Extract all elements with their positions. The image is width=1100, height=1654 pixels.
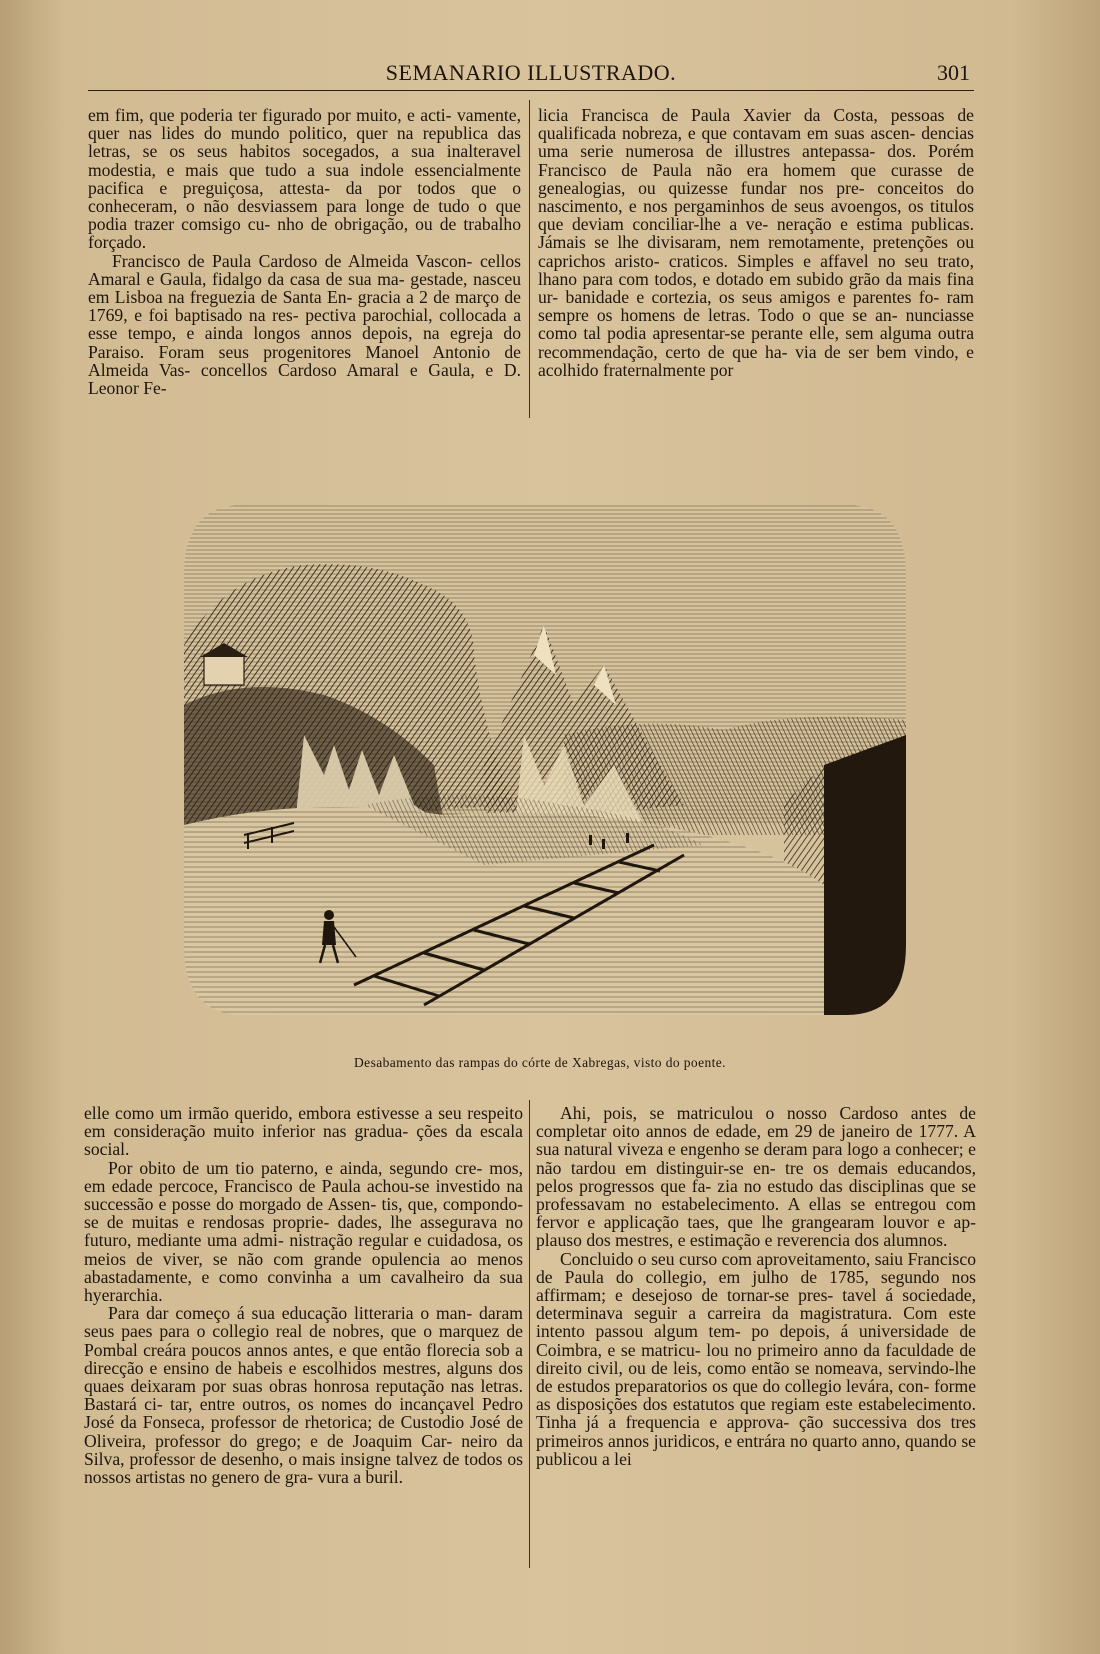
landslide-engraving xyxy=(184,505,906,1015)
text-line: Francisco de Paula do collegio, em julho de 1785, xyxy=(536,1248,976,1287)
text-line: estabelecimento. Tinha já a frequencia e approva- xyxy=(536,1394,976,1433)
text-line: da Fonseca, professor de rhetorica; de Custodio José xyxy=(120,1412,507,1433)
text-line: tre os demais educandos, pelos progressos que fa- xyxy=(536,1157,976,1196)
text-line: vamente, quer nas lides do mundo politico, quer na xyxy=(88,105,521,144)
text-line: com todos, e dotado em subido grão da mais fina ur- xyxy=(538,268,974,308)
text-line: Para dar começo á sua educação litteraria o man- xyxy=(108,1303,473,1324)
paragraph-matriculation xyxy=(536,1104,976,1250)
text-line: tavel á sociedade, determinava seguir a carreira da xyxy=(536,1285,976,1324)
text-line: licia Francisca de Paula Xavier da Costa, pessoas de xyxy=(538,105,974,125)
text-line: conceitos do nascimento, e nos pergaminhos de seus xyxy=(538,177,974,217)
paragraph-continuation xyxy=(84,1104,523,1159)
text-line: nem remotamente, pretenções ou caprichos aristo- xyxy=(538,232,974,271)
column-top-right xyxy=(538,106,974,379)
running-head xyxy=(88,58,974,91)
text-line: suas obras honrosa reputação nas letras. Bastará ci- xyxy=(84,1376,523,1415)
paragraph-continuation xyxy=(88,106,521,252)
page-number: 301 xyxy=(937,60,970,85)
text-line: dos. Porém Francisco de Paula não era homem que xyxy=(538,141,974,180)
text-line: investido na successão e posse do morgado de Assen- xyxy=(84,1175,523,1215)
text-line: dades, lhe assegurava no futuro, mediante uma admi- xyxy=(84,1212,524,1251)
text-line: ou de leis, como então se nomeava, servindo-lhe de xyxy=(536,1357,976,1397)
text-line: gracia a 2 de março de 1769, e foi baptisado na res- xyxy=(88,287,521,326)
text-line: curasse de genealogias, ou quizesse fundar nos pre- xyxy=(538,159,975,198)
text-line: gestade, nasceu em Lisboa na freguezia de Santa En- xyxy=(88,268,521,308)
text-line: po depois, á universidade de Coimbra, e se matricu- xyxy=(536,1321,976,1360)
column-divider-top xyxy=(529,100,530,418)
text-line: o marquez de Pombal creára poucos annos antes, e xyxy=(84,1321,523,1360)
text-line: a sua inalteravel modestia, e mais que tudo a sua xyxy=(88,141,521,180)
text-line: banidade e cortezia, os seus amigos e parentes fo- xyxy=(565,287,940,308)
column-bottom-right xyxy=(536,1104,976,1468)
text-line: alumnos. xyxy=(883,1230,948,1251)
text-line: republica das letras, se os seus habitos socegados, xyxy=(88,123,521,162)
text-line: mos, em edade percoce, Francisco de Paula achou-se xyxy=(84,1157,524,1196)
text-line: pectiva parochial, collocada a esse tempo, e ainda xyxy=(88,305,522,344)
text-line: e como convinha a um cavalheiro da sua hyerarchia. xyxy=(84,1266,523,1306)
text-line: segundo nos affirmam; e desejoso de tornar-se pres- xyxy=(536,1266,977,1306)
running-title: SEMANARIO ILLUSTRADO. xyxy=(385,60,677,85)
text-line: estudos preparatorios os que do collegio levára, con- xyxy=(557,1376,930,1397)
text-line: em fim, que poderia ter figurado por muito, e acti- xyxy=(88,105,452,125)
text-line: Francisco de Paula Cardoso de Almeida Vascon- xyxy=(112,250,473,271)
engraving-illustration xyxy=(184,505,906,1015)
text-line: craticos. Simples e affavel no seu trato, lhano para xyxy=(538,250,974,289)
text-line: ção successiva dos tres primeiros annos juridicos, xyxy=(536,1412,977,1451)
text-line: ram sempre os homens de letras. Todo o que se an- xyxy=(538,287,974,326)
column-top-left xyxy=(88,106,521,397)
paragraph-birth xyxy=(88,252,521,398)
text-line: Por obito de um tio paterno, e ainda, segundo cre- xyxy=(108,1157,483,1178)
text-line: da por todos que o conheceram, o não desviassem xyxy=(88,177,521,217)
text-line: lou no primeiro anno da faculdade de direito civil, xyxy=(536,1339,976,1378)
text-line: que então florecia sob a direcção e ensino de habeis xyxy=(84,1339,523,1378)
text-line: via de ser bem vindo, e acolhido fraternalmente por xyxy=(538,341,974,380)
column-bottom-left xyxy=(84,1104,523,1486)
text-line: neração e estima publicas. Jámais se lhe divisaram, xyxy=(538,214,974,253)
text-line: dencias uma serie numerosa de illustres antepassa- xyxy=(538,123,974,162)
text-line: daram seus paes para o collegio real de nobres, que xyxy=(84,1303,523,1342)
text-line: não com grande opulencia ao menos abastadamente, xyxy=(84,1248,524,1287)
text-line: e escolhidos mestres, alguns dos quaes deixaram por xyxy=(84,1357,523,1397)
text-line: seus progenitores Manoel Antonio de Almeida Vas- xyxy=(88,341,521,380)
text-line: zia no estudo das disciplinas que se professavam no xyxy=(536,1175,976,1215)
text-line: nunciasse como tal podia apresentar-se perante elle, xyxy=(538,305,974,344)
text-line: qualificada nobreza, e que contavam em suas ascen- xyxy=(538,123,916,144)
text-line: de Oliveira, professor do grego; e de Joaquim Car- xyxy=(84,1412,523,1451)
text-line: nistração regular e cuidadosa, os meios de viver, se xyxy=(84,1230,523,1269)
column-divider-bottom xyxy=(529,1100,530,1568)
paragraph-continuation xyxy=(538,106,974,379)
text-line: talvez de todos os nossos artistas no genero de gra- xyxy=(84,1448,523,1488)
text-line: logo a conhecer; e não tardou em distinguir-se en- xyxy=(536,1139,976,1178)
text-line: para longe de tudo o que podia trazer comsigo cu- xyxy=(88,196,521,235)
text-line: vura a buril. xyxy=(317,1467,404,1488)
text-line: avoengos, os titulos que deviam conciliar-lhe a ve- xyxy=(538,196,975,235)
text-line: respeito em consideração muito inferior nas gradua- xyxy=(84,1103,523,1142)
text-line: applicação taes, que lhe grangearam louvor e ap- xyxy=(603,1212,976,1233)
text-line: elle como um irmão querido, embora estivesse a seu xyxy=(84,1103,468,1123)
paragraph-inheritance xyxy=(84,1159,523,1305)
text-line: cellos Amaral e Gaula, fidalgo da casa de sua ma- xyxy=(88,250,521,289)
text-line: Ahi, pois, se matriculou o nosso Cardoso antes de xyxy=(560,1103,976,1123)
text-line: completar oito annos de edade, em 29 de janeiro de xyxy=(536,1121,919,1142)
paragraph-education xyxy=(84,1304,523,1486)
text-line: longos annos depois, na egreja do Paraiso. Foram xyxy=(88,323,521,362)
text-line: estabelecimento. A ellas se entregou com fervor e xyxy=(536,1194,976,1233)
text-line: sem alguma outra recommendação, certo de que ha- xyxy=(538,323,974,362)
text-line: magistratura. Com este intento passou algum tem- xyxy=(536,1303,976,1342)
text-line: e entrára no quarto anno, quando se publicou a lei xyxy=(536,1430,976,1469)
text-line: 1777. A sua natural viveza e engenho se deram para xyxy=(536,1121,976,1160)
text-line: forme as disposições dos estatutos que regiam este xyxy=(536,1376,977,1415)
text-line: tis, que, compondo-se de muitas e rendosas proprie- xyxy=(84,1194,523,1233)
text-line: ções da escala social. xyxy=(84,1121,523,1160)
figure-caption: Desabamento das rampas do córte de Xabregas, visto do poente. xyxy=(354,1055,726,1070)
text-line: plauso dos mestres, e estimação e reverencia dos xyxy=(536,1230,884,1251)
text-line: neiro da Silva, professor de desenho, o mais insigne xyxy=(84,1430,523,1469)
text-line: nho de obrigação, ou de trabalho forçado. xyxy=(88,214,521,253)
text-line: Concluido o seu curso com aproveitamento, saiu xyxy=(560,1248,908,1269)
paragraph-university xyxy=(536,1250,976,1468)
text-line: indole essencialmente pacifica e preguiçosa, attesta- xyxy=(88,159,521,198)
text-line: concellos Cardoso Amaral e Gaula, e D. Leonor Fe- xyxy=(88,359,521,399)
text-line: tar, entre outros, os nomes do incançavel Pedro José xyxy=(84,1394,523,1433)
